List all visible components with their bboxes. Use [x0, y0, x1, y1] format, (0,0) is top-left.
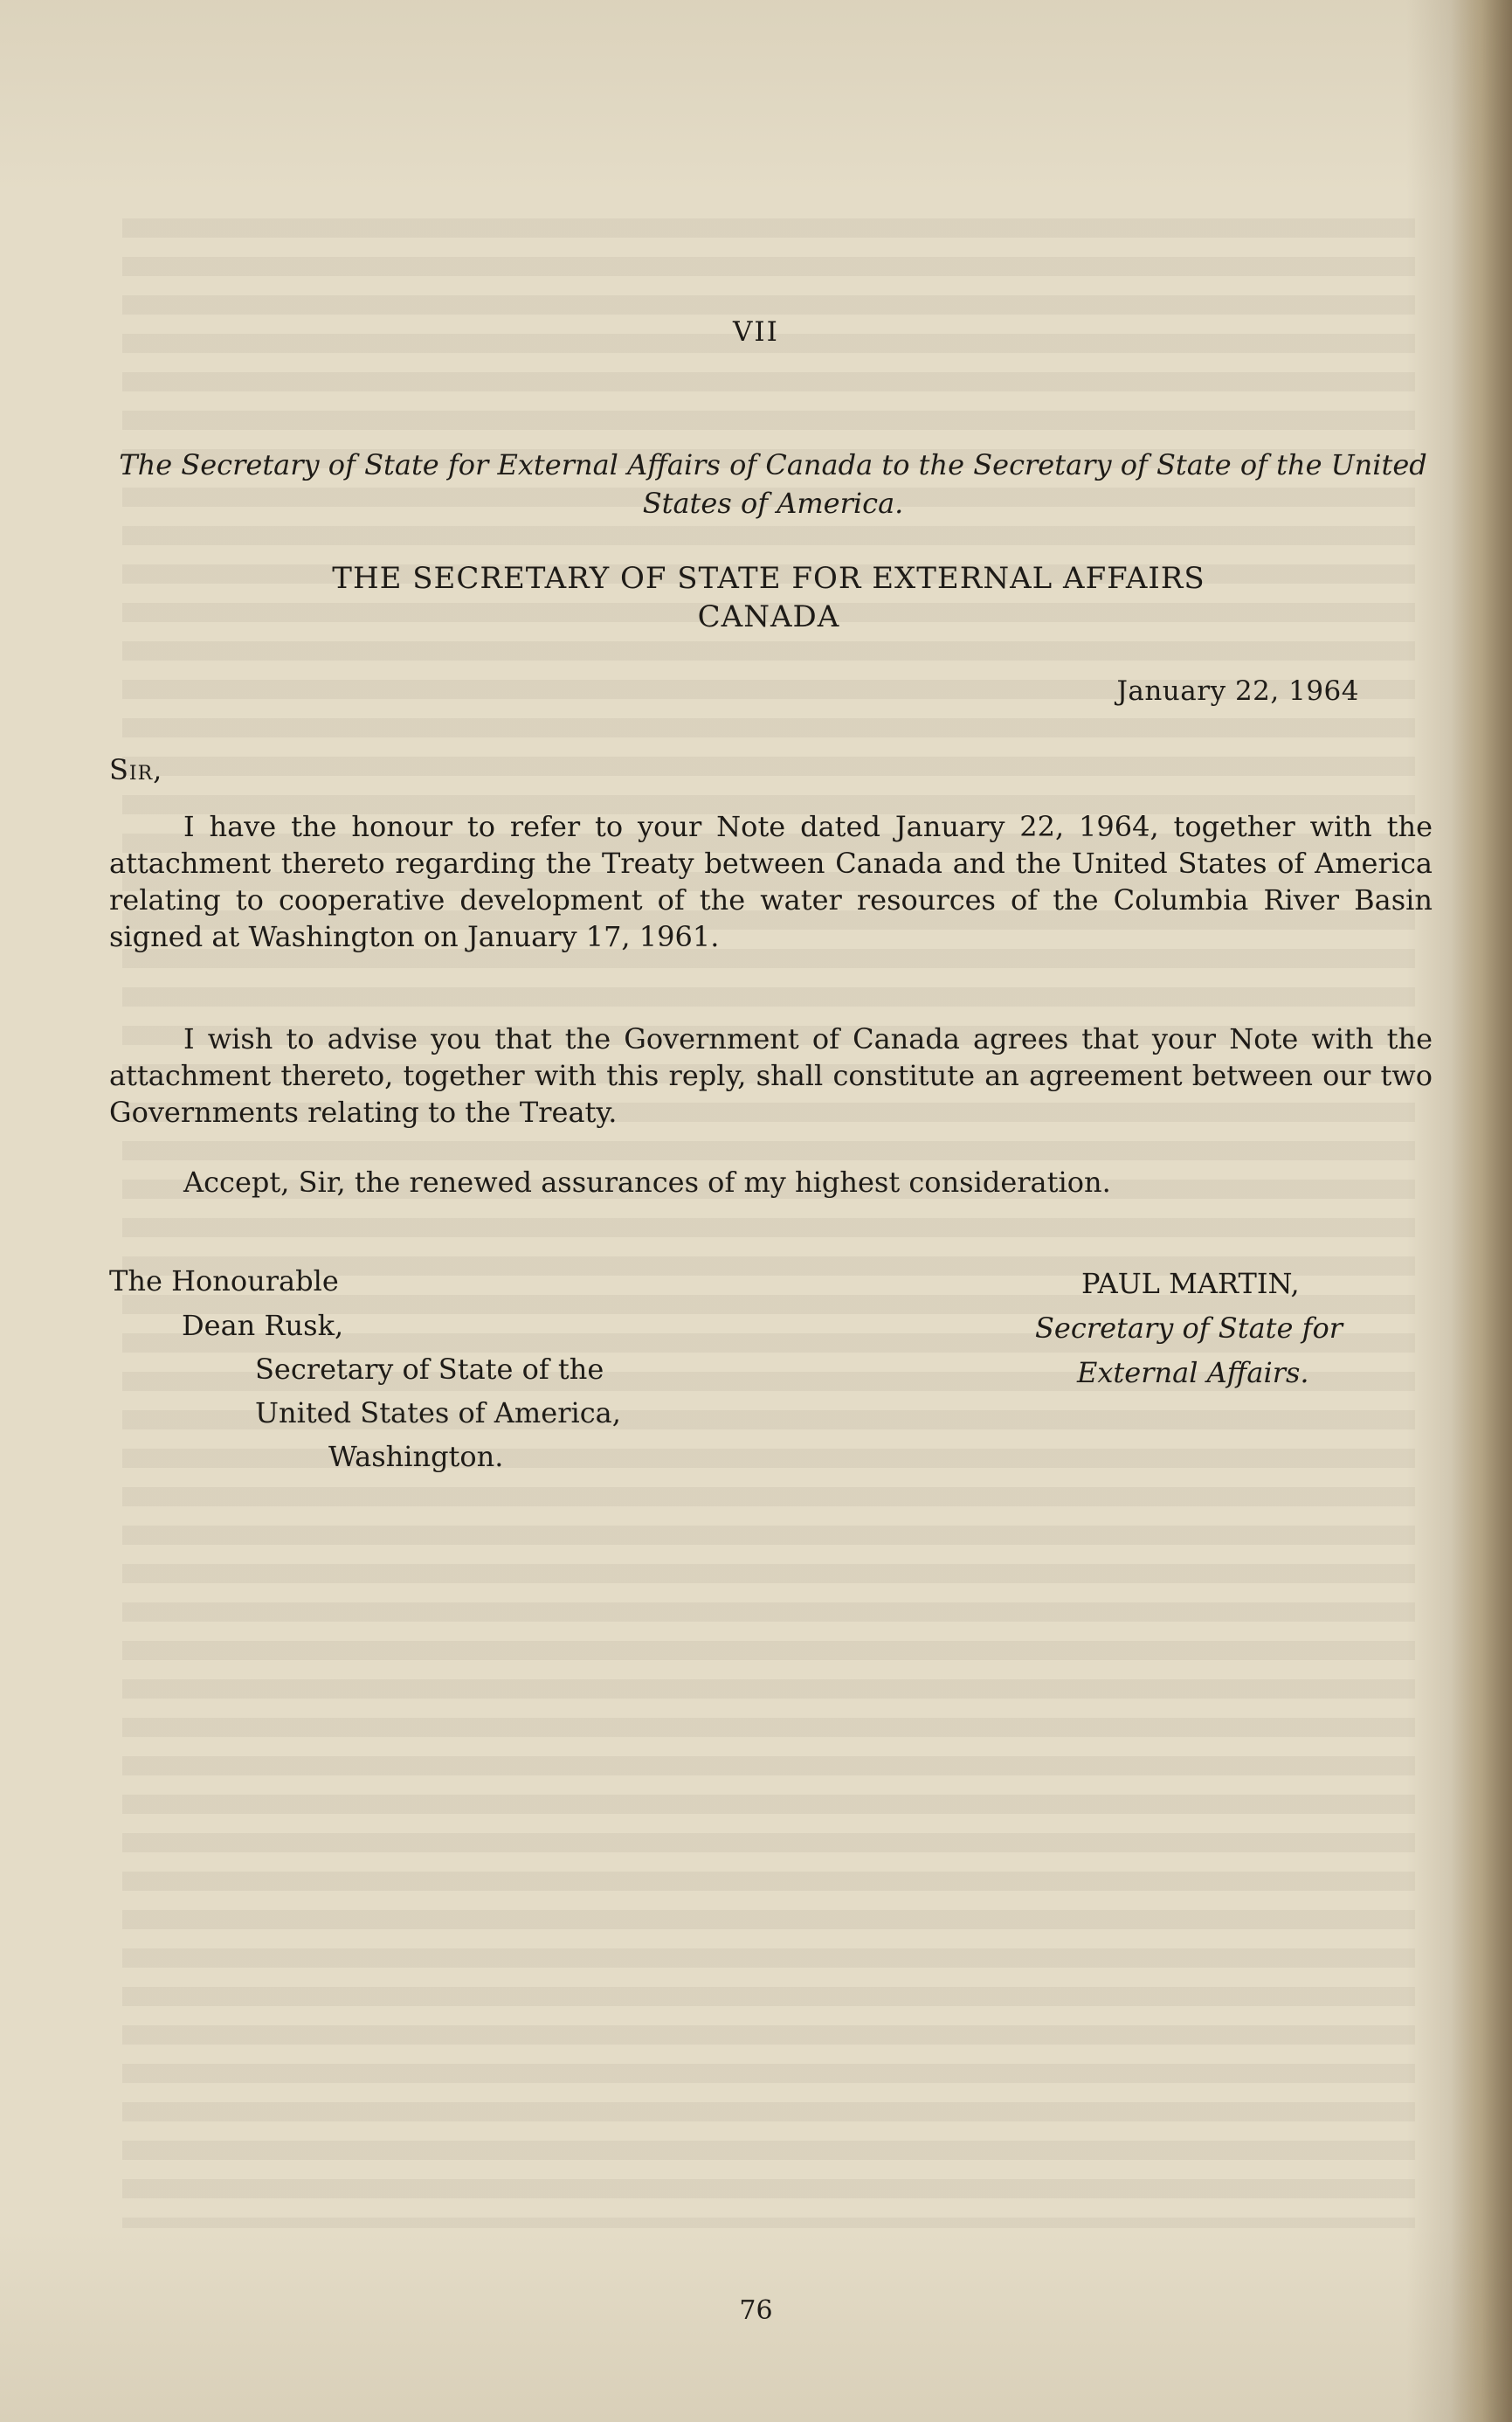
letter-date: January 22, 1964: [1116, 675, 1359, 707]
section-number: VII: [733, 316, 779, 348]
addressee-line1: The Honourable: [109, 1264, 339, 1298]
addressee-line2: Dean Rusk,: [182, 1309, 344, 1342]
body-paragraph-3: Accept, Sir, the renewed assurances of my highest consideration.: [183, 1166, 1111, 1199]
addressee-line5: Washington.: [328, 1440, 504, 1473]
body-paragraph-2: I wish to advise you that the Government of Canada agrees that your Note with the attachment thereto, together with this reply, shall constitute an agreement between our two Governments relating to the Treaty.: [109, 1022, 1433, 1129]
salutation: Sir,: [109, 753, 163, 786]
heading-caps-line2: CANADA: [697, 599, 840, 634]
letter-heading-caps: [227, 559, 1310, 636]
addressee-line3: Secretary of State of the: [255, 1353, 604, 1386]
heading-caps-line1: THE SECRETARY OF STATE FOR EXTERNAL AFFAIRS: [332, 561, 1205, 596]
body-paragraph-1: I have the honour to refer to your Note dated January 22, 1964, together with the attachment thereto regarding the Treaty between Canada and the United States of America relating to cooperative development of the water resources of the Columbia River Basin signed at Washington on January 17, 1961.: [109, 810, 1433, 953]
page-number: 76: [739, 2295, 773, 2326]
signature-name: PAUL MARTIN,: [1081, 1267, 1300, 1300]
addressee-line4: United States of America,: [255, 1396, 621, 1429]
page-edge-shadow: [1451, 0, 1512, 2422]
signature-title-line2: External Affairs.: [1077, 1356, 1309, 1389]
letter-heading-italic: The Secretary of State for External Affairs of Canada to the Secretary of State of the United States of America.: [119, 448, 1427, 520]
signature-title-line1: Secretary of State for: [1035, 1311, 1343, 1345]
